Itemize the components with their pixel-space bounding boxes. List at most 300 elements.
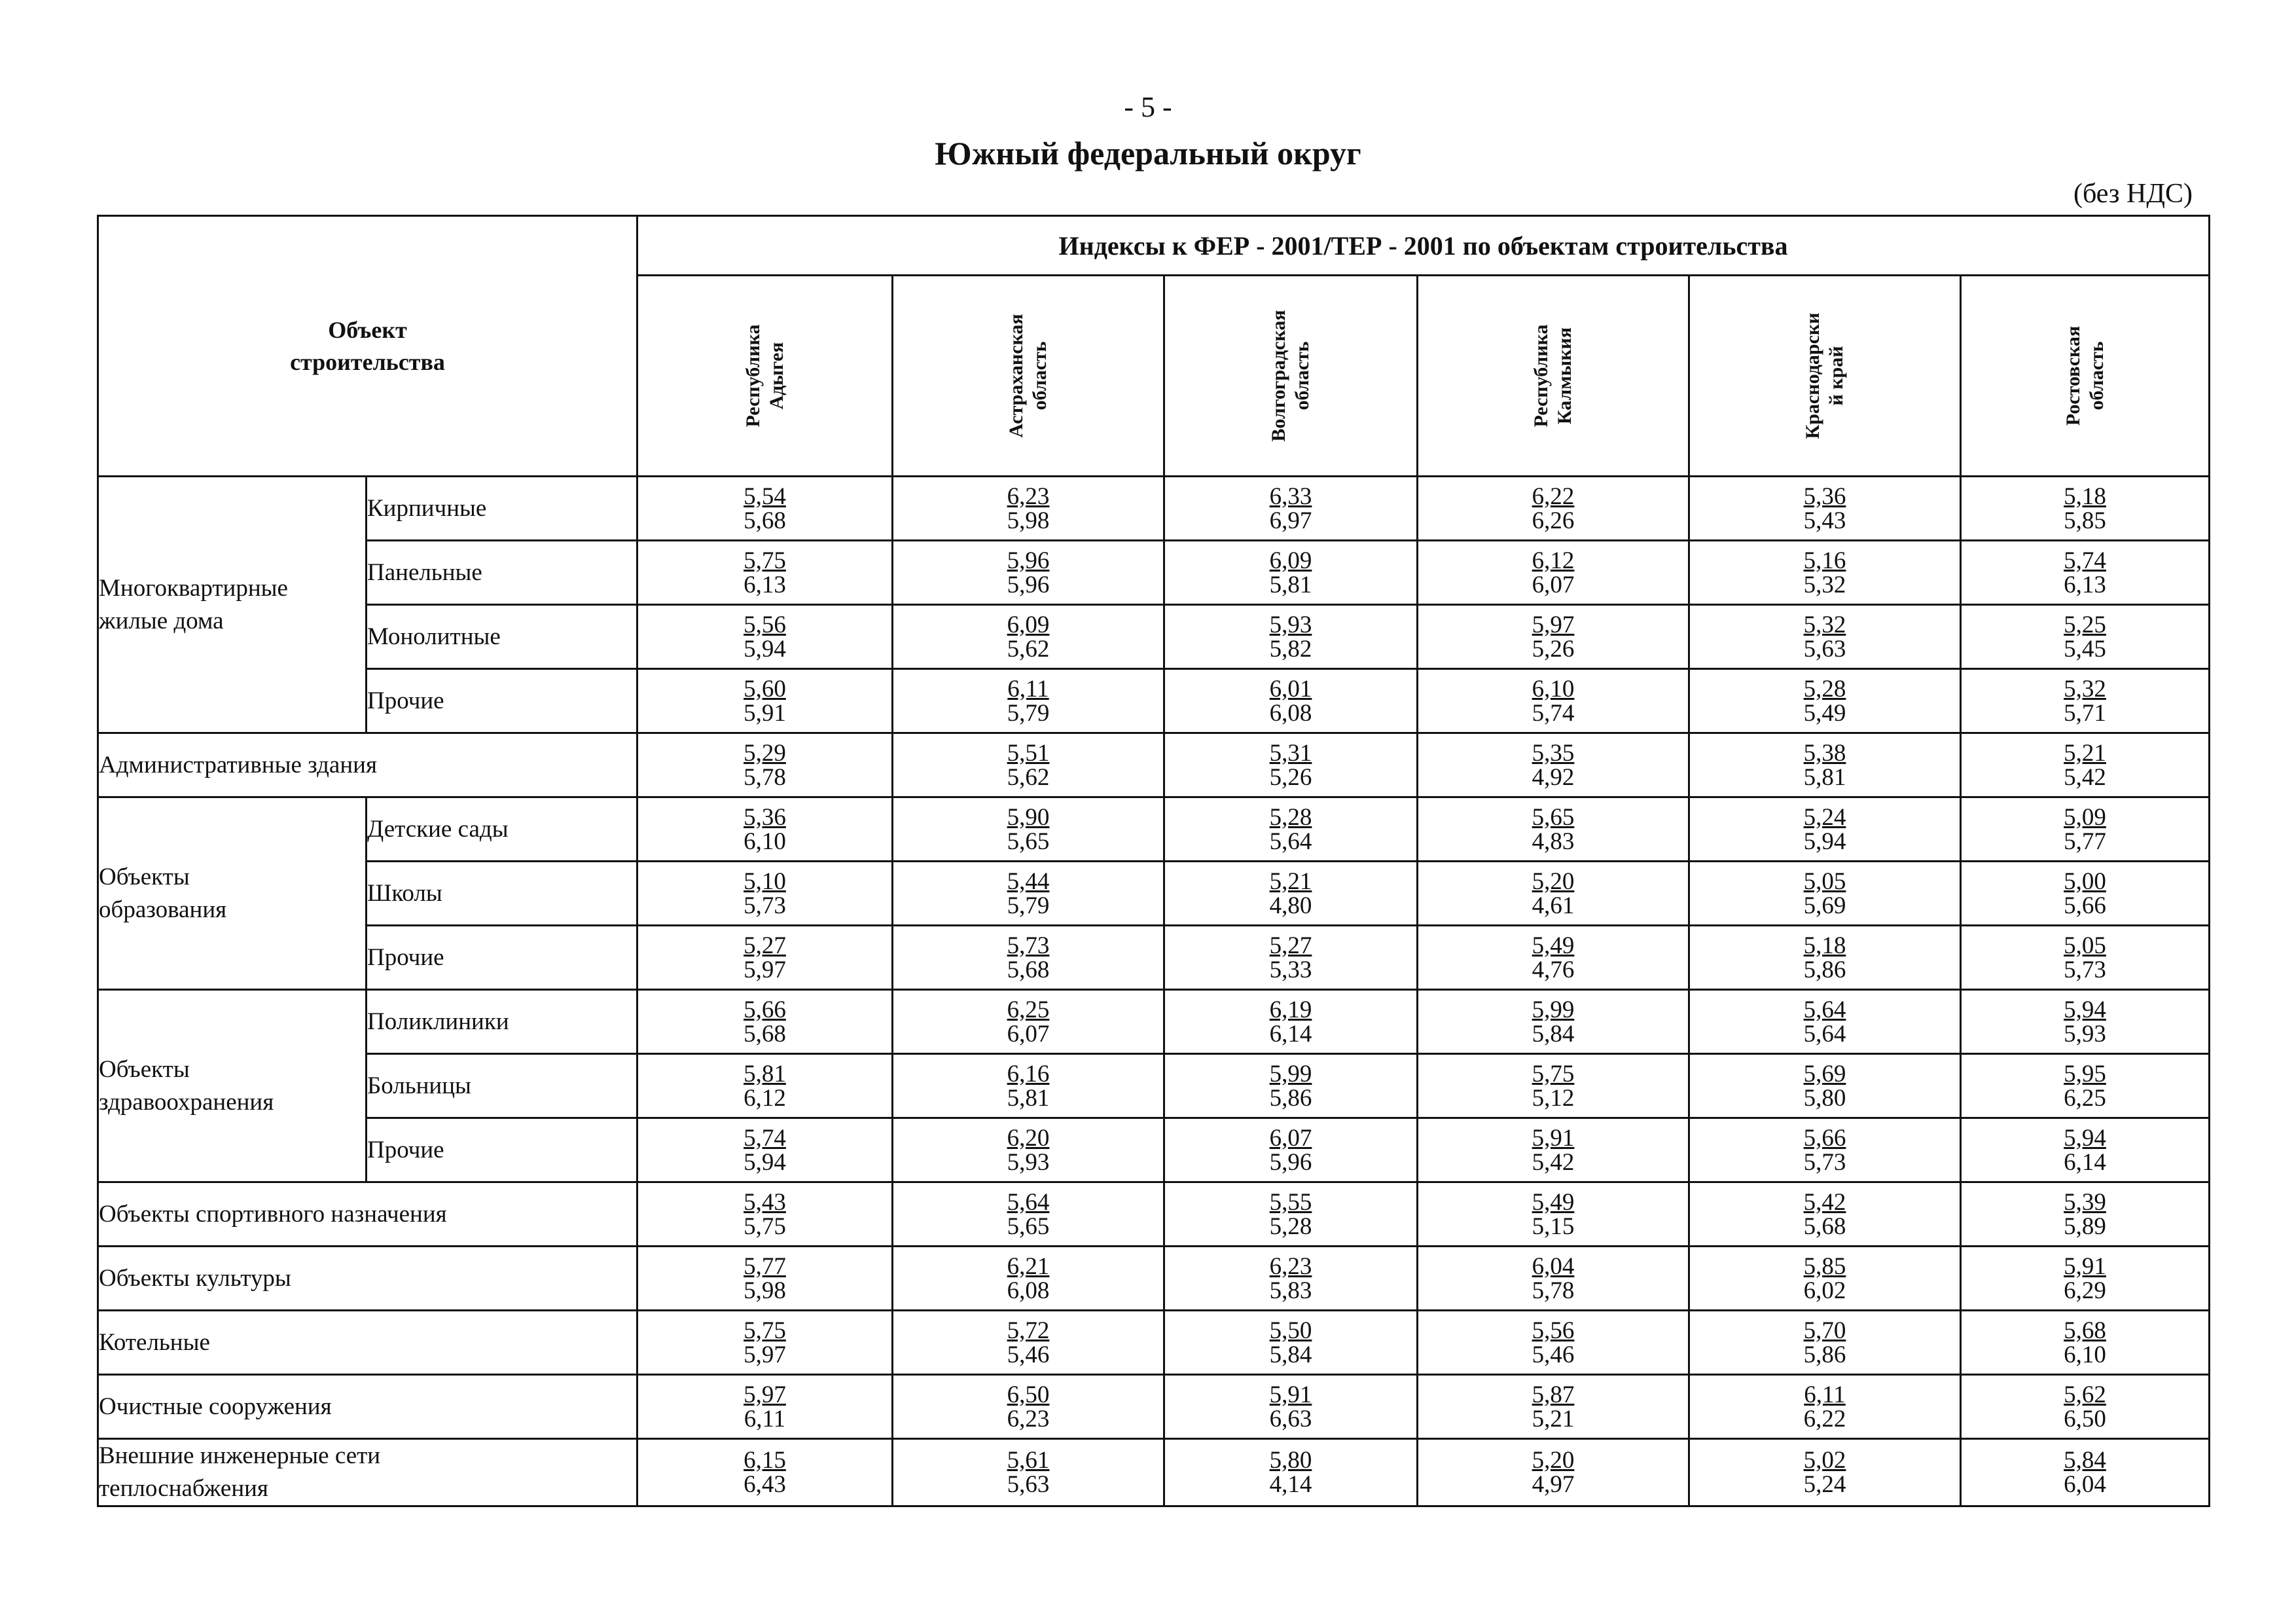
index-value-cell <box>1164 605 1418 669</box>
region-header-line: Адыгея <box>765 342 787 410</box>
index-value-bottom: 5,86 <box>1803 1341 1846 1368</box>
index-value-bottom: 4,61 <box>1532 892 1575 919</box>
category-label: жилые дома <box>99 607 224 634</box>
category-label: Многоквартирные <box>99 574 288 602</box>
category-label: образования <box>99 896 227 923</box>
table-row <box>98 1247 2210 1311</box>
category-cell <box>98 990 367 1182</box>
index-value-cell <box>893 1375 1164 1439</box>
index-value-top: 5,05 <box>1803 867 1846 895</box>
region-header-text <box>2062 326 2109 426</box>
index-value-bottom: 5,84 <box>1269 1341 1312 1368</box>
category-cell <box>98 1311 637 1375</box>
index-value-top: 5,62 <box>2064 1381 2106 1408</box>
index-value-cell <box>637 477 893 541</box>
index-value-bottom: 5,81 <box>1269 571 1312 598</box>
index-value-top: 6,20 <box>1007 1124 1050 1152</box>
region-header <box>637 276 893 477</box>
index-value-top: 5,93 <box>1269 611 1312 638</box>
page-title: Южный федеральный округ <box>935 135 1361 172</box>
index-value-bottom: 5,26 <box>1269 763 1312 791</box>
index-value-bottom: 5,15 <box>1532 1213 1575 1240</box>
index-value-top: 6,23 <box>1269 1252 1312 1280</box>
index-value-bottom: 5,97 <box>744 1341 786 1368</box>
index-value-cell <box>1418 605 1689 669</box>
table-row <box>98 1182 2210 1247</box>
index-value-top: 6,10 <box>1532 675 1575 702</box>
index-value-top: 5,31 <box>1269 739 1312 767</box>
page-number: - 5 - <box>1124 91 1172 123</box>
index-value-top: 5,20 <box>1532 867 1575 895</box>
category-label: Объекты <box>99 1055 190 1083</box>
index-value-bottom: 5,73 <box>744 892 786 919</box>
category-cell <box>98 1439 637 1506</box>
category-label: Внешние инженерные сети <box>99 1442 381 1469</box>
index-value-bottom: 6,14 <box>1269 1020 1312 1048</box>
index-value-bottom: 5,26 <box>1532 635 1575 663</box>
index-value-cell <box>1164 862 1418 926</box>
table-row <box>98 862 2210 926</box>
index-value-cell <box>893 605 1164 669</box>
index-value-cell <box>1689 1375 1961 1439</box>
index-value-bottom: 5,73 <box>2064 956 2106 983</box>
index-value-top: 5,80 <box>1269 1446 1312 1474</box>
index-value-bottom: 6,13 <box>744 571 786 598</box>
index-value-top: 5,32 <box>2064 675 2106 702</box>
index-value-top: 6,09 <box>1007 611 1050 638</box>
index-value-top: 5,36 <box>1803 483 1846 510</box>
index-value-bottom: 5,86 <box>1803 956 1846 983</box>
index-value-top: 5,50 <box>1269 1317 1312 1344</box>
index-value-top: 5,74 <box>2064 547 2106 574</box>
index-value-bottom: 5,84 <box>1532 1020 1575 1048</box>
index-value-cell <box>893 669 1164 733</box>
region-header-line: Астраханская <box>1005 314 1027 438</box>
index-value-cell <box>1961 1182 2210 1247</box>
index-value-cell <box>637 1439 893 1506</box>
index-value-bottom: 5,96 <box>1007 571 1050 598</box>
index-value-top: 5,36 <box>744 803 786 831</box>
index-value-bottom: 4,97 <box>1532 1470 1575 1498</box>
index-value-cell <box>1689 477 1961 541</box>
index-value-cell <box>1418 926 1689 990</box>
index-value-bottom: 5,93 <box>2064 1020 2106 1048</box>
index-value-cell <box>1164 541 1418 605</box>
index-value-top: 6,22 <box>1532 483 1575 510</box>
category-label: Объекты спортивного назначения <box>99 1200 447 1228</box>
index-value-bottom: 5,94 <box>744 635 786 663</box>
index-value-top: 5,65 <box>1532 803 1575 831</box>
index-value-cell <box>1418 1311 1689 1375</box>
index-value-top: 5,18 <box>2064 483 2106 510</box>
index-value-top: 5,00 <box>2064 867 2106 895</box>
index-value-cell <box>1418 990 1689 1054</box>
index-value-top: 5,28 <box>1803 675 1846 702</box>
index-value-top: 5,91 <box>1532 1124 1575 1152</box>
region-header-line: й край <box>1825 346 1847 406</box>
index-value-cell <box>1164 1439 1418 1506</box>
table-row <box>98 1311 2210 1375</box>
index-value-bottom: 5,78 <box>744 763 786 791</box>
index-value-top: 5,02 <box>1803 1446 1846 1474</box>
index-value-top: 6,11 <box>1804 1381 1846 1408</box>
index-value-cell <box>1689 1311 1961 1375</box>
index-value-cell <box>1418 477 1689 541</box>
index-value-bottom: 5,62 <box>1007 763 1050 791</box>
region-header <box>1961 276 2210 477</box>
index-value-bottom: 6,29 <box>2064 1277 2106 1304</box>
index-value-bottom: 5,68 <box>1803 1213 1846 1240</box>
index-value-top: 5,24 <box>1803 803 1846 831</box>
index-value-bottom: 6,43 <box>744 1470 786 1498</box>
category-label: Объекты культуры <box>99 1264 291 1292</box>
index-value-cell <box>1961 797 2210 862</box>
index-value-bottom: 5,96 <box>1269 1148 1312 1176</box>
index-value-bottom: 5,81 <box>1007 1084 1050 1112</box>
index-value-cell <box>1164 990 1418 1054</box>
subcategory-label: Кирпичные <box>367 477 637 541</box>
index-value-top: 5,28 <box>1269 803 1312 831</box>
index-value-cell <box>637 862 893 926</box>
index-value-cell <box>1164 926 1418 990</box>
index-value-top: 6,12 <box>1532 547 1575 574</box>
index-value-cell <box>893 1182 1164 1247</box>
index-value-top: 6,21 <box>1007 1252 1050 1280</box>
table-row <box>98 669 2210 733</box>
index-value-top: 6,01 <box>1269 675 1312 702</box>
index-value-bottom: 5,43 <box>1803 507 1846 534</box>
category-label: Объекты <box>99 863 190 890</box>
index-value-cell <box>1164 1247 1418 1311</box>
subcategory-label: Прочие <box>367 669 637 733</box>
index-value-bottom: 5,79 <box>1007 892 1050 919</box>
index-value-cell <box>1418 1054 1689 1118</box>
index-value-top: 6,19 <box>1269 996 1312 1023</box>
index-value-cell <box>1689 541 1961 605</box>
index-value-top: 5,90 <box>1007 803 1050 831</box>
index-value-top: 5,56 <box>1532 1317 1575 1344</box>
subcategory-label: Детские сады <box>367 797 637 862</box>
index-value-bottom: 6,97 <box>1269 507 1312 534</box>
index-value-top: 5,96 <box>1007 547 1050 574</box>
index-value-cell <box>1689 926 1961 990</box>
index-value-bottom: 5,83 <box>1269 1277 1312 1304</box>
index-value-top: 5,72 <box>1007 1317 1050 1344</box>
index-value-bottom: 6,63 <box>1269 1405 1312 1432</box>
index-value-top: 5,64 <box>1007 1188 1050 1216</box>
index-value-cell <box>1961 477 2210 541</box>
table-row <box>98 605 2210 669</box>
index-value-cell <box>1689 1247 1961 1311</box>
index-value-cell <box>1418 733 1689 797</box>
subcategory-label: Монолитные <box>367 605 637 669</box>
index-value-top: 5,29 <box>744 739 786 767</box>
index-value-top: 5,61 <box>1007 1446 1050 1474</box>
index-value-bottom: 5,94 <box>1803 828 1846 855</box>
index-value-cell <box>1961 926 2210 990</box>
region-header <box>1418 276 1689 477</box>
table-row <box>98 1439 2210 1506</box>
index-value-cell <box>1418 1247 1689 1311</box>
region-header-text <box>1801 313 1848 439</box>
index-value-cell <box>1164 669 1418 733</box>
index-value-top: 5,75 <box>744 547 786 574</box>
index-value-bottom: 5,98 <box>1007 507 1050 534</box>
index-value-cell <box>1689 797 1961 862</box>
category-label: Административные здания <box>99 751 377 778</box>
index-value-bottom: 4,80 <box>1269 892 1312 919</box>
index-value-cell <box>893 541 1164 605</box>
index-value-bottom: 5,42 <box>2064 763 2106 791</box>
index-value-cell <box>893 797 1164 862</box>
subcategory-label: Панельные <box>367 541 637 605</box>
index-value-top: 5,25 <box>2064 611 2106 638</box>
index-value-top: 5,27 <box>1269 932 1312 959</box>
index-value-bottom: 5,79 <box>1007 699 1050 727</box>
index-value-top: 5,68 <box>2064 1317 2106 1344</box>
index-value-cell <box>637 1311 893 1375</box>
index-value-top: 5,43 <box>744 1188 786 1216</box>
index-value-top: 6,25 <box>1007 996 1050 1023</box>
index-value-top: 6,15 <box>744 1446 786 1474</box>
index-value-bottom: 6,50 <box>2064 1405 2106 1432</box>
region-header-line: Волгоградская <box>1268 310 1289 442</box>
index-value-bottom: 5,85 <box>2064 507 2106 534</box>
index-value-top: 5,73 <box>1007 932 1050 959</box>
region-header-text <box>1267 310 1314 441</box>
index-value-bottom: 6,10 <box>744 828 786 855</box>
index-value-cell <box>1418 797 1689 862</box>
index-value-bottom: 5,28 <box>1269 1213 1312 1240</box>
table-row <box>98 1054 2210 1118</box>
category-cell <box>98 797 367 990</box>
index-value-cell <box>893 926 1164 990</box>
index-value-top: 6,11 <box>1007 675 1049 702</box>
category-label: теплоснабжения <box>99 1474 268 1502</box>
subcategory-label: Школы <box>367 862 637 926</box>
index-value-top: 5,85 <box>1803 1252 1846 1280</box>
index-value-top: 5,32 <box>1803 611 1846 638</box>
region-header-line: область <box>1029 341 1050 410</box>
index-value-bottom: 6,07 <box>1007 1020 1050 1048</box>
index-value-bottom: 5,73 <box>1803 1148 1846 1176</box>
table-row <box>98 797 2210 862</box>
index-value-top: 6,07 <box>1269 1124 1312 1152</box>
category-cell <box>98 1375 637 1439</box>
index-value-bottom: 6,26 <box>1532 507 1575 534</box>
index-value-bottom: 5,66 <box>2064 892 2106 919</box>
index-value-top: 5,05 <box>2064 932 2106 959</box>
index-value-top: 5,74 <box>744 1124 786 1152</box>
category-label: здравоохранения <box>99 1088 274 1116</box>
index-value-top: 5,77 <box>744 1252 786 1280</box>
index-value-bottom: 5,64 <box>1803 1020 1846 1048</box>
index-value-bottom: 6,04 <box>2064 1470 2106 1498</box>
index-value-bottom: 5,24 <box>1803 1470 1846 1498</box>
index-value-cell <box>1961 669 2210 733</box>
index-value-top: 5,39 <box>2064 1188 2106 1216</box>
region-header-line: Республика <box>1530 324 1552 428</box>
index-value-cell <box>893 1439 1164 1506</box>
index-value-bottom: 4,76 <box>1532 956 1575 983</box>
index-value-cell <box>1164 1054 1418 1118</box>
index-value-bottom: 4,92 <box>1532 763 1575 791</box>
index-value-bottom: 6,13 <box>2064 571 2106 598</box>
index-value-cell <box>637 669 893 733</box>
index-value-bottom: 5,62 <box>1007 635 1050 663</box>
region-header <box>893 276 1164 477</box>
index-value-cell <box>637 733 893 797</box>
index-value-cell <box>893 1311 1164 1375</box>
index-value-cell <box>1164 733 1418 797</box>
index-value-cell <box>637 541 893 605</box>
index-value-bottom: 5,81 <box>1803 763 1846 791</box>
index-value-cell <box>1418 1182 1689 1247</box>
header-indices-title: Индексы к ФЕР - 2001/ТЕР - 2001 по объектам строительства <box>637 216 2210 276</box>
index-value-top: 5,44 <box>1007 867 1050 895</box>
table-row <box>98 990 2210 1054</box>
header-row-main <box>98 216 2210 276</box>
index-value-cell <box>1164 1182 1418 1247</box>
table-row <box>98 541 2210 605</box>
index-value-bottom: 5,12 <box>1532 1084 1575 1112</box>
subcategory-label: Прочие <box>367 926 637 990</box>
index-value-cell <box>1689 1054 1961 1118</box>
index-value-bottom: 5,46 <box>1532 1341 1575 1368</box>
index-value-top: 5,64 <box>1803 996 1846 1023</box>
index-value-top: 5,99 <box>1269 1060 1312 1087</box>
index-value-bottom: 5,65 <box>1007 1213 1050 1240</box>
index-value-bottom: 4,83 <box>1532 828 1575 855</box>
index-value-top: 5,20 <box>1532 1446 1575 1474</box>
index-value-top: 5,55 <box>1269 1188 1312 1216</box>
index-value-cell <box>1961 1439 2210 1506</box>
index-value-top: 6,04 <box>1532 1252 1575 1280</box>
subcategory-label: Поликлиники <box>367 990 637 1054</box>
index-value-bottom: 5,68 <box>744 507 786 534</box>
table-row <box>98 477 2210 541</box>
index-value-bottom: 6,14 <box>2064 1148 2106 1176</box>
index-value-top: 5,66 <box>744 996 786 1023</box>
index-value-top: 5,60 <box>744 675 786 702</box>
category-cell <box>98 1247 637 1311</box>
index-value-top: 5,66 <box>1803 1124 1846 1152</box>
index-value-cell <box>637 1118 893 1182</box>
index-value-bottom: 5,78 <box>1532 1277 1575 1304</box>
index-value-cell <box>637 1375 893 1439</box>
index-value-bottom: 5,65 <box>1007 828 1050 855</box>
index-value-cell <box>1689 862 1961 926</box>
index-value-top: 5,16 <box>1803 547 1846 574</box>
index-value-cell <box>1689 605 1961 669</box>
index-value-top: 5,70 <box>1803 1317 1846 1344</box>
table-row <box>98 1375 2210 1439</box>
index-value-bottom: 5,21 <box>1532 1405 1575 1432</box>
index-value-cell <box>1164 797 1418 862</box>
index-value-bottom: 5,93 <box>1007 1148 1050 1176</box>
index-value-cell <box>1961 1375 2210 1439</box>
index-value-cell <box>893 733 1164 797</box>
index-value-cell <box>1418 1375 1689 1439</box>
index-value-cell <box>637 926 893 990</box>
index-value-cell <box>1961 1311 2210 1375</box>
index-value-bottom: 6,12 <box>744 1084 786 1112</box>
region-header-line: Ростовская <box>2062 325 2084 426</box>
index-value-top: 5,21 <box>2064 739 2106 767</box>
index-value-cell <box>893 477 1164 541</box>
index-value-bottom: 5,68 <box>1007 956 1050 983</box>
category-cell <box>98 733 637 797</box>
header-object-line: строительства <box>290 348 445 375</box>
index-value-cell <box>1689 669 1961 733</box>
index-value-cell <box>1689 733 1961 797</box>
index-value-top: 5,75 <box>744 1317 786 1344</box>
category-label: Очистные сооружения <box>99 1393 332 1420</box>
index-value-bottom: 5,75 <box>744 1213 786 1240</box>
index-value-bottom: 6,25 <box>2064 1084 2106 1112</box>
index-value-bottom: 5,86 <box>1269 1084 1312 1112</box>
index-value-bottom: 5,49 <box>1803 699 1846 727</box>
index-value-bottom: 5,33 <box>1269 956 1312 983</box>
index-value-top: 5,38 <box>1803 739 1846 767</box>
index-value-top: 5,51 <box>1007 739 1050 767</box>
index-value-top: 6,09 <box>1269 547 1312 574</box>
category-label: Котельные <box>99 1328 210 1356</box>
index-value-cell <box>1689 1118 1961 1182</box>
index-value-bottom: 5,45 <box>2064 635 2106 663</box>
category-cell <box>98 1182 637 1247</box>
header-object-line: Объект <box>328 316 407 343</box>
index-value-cell <box>637 797 893 862</box>
index-value-bottom: 5,46 <box>1007 1341 1050 1368</box>
region-header <box>1164 276 1418 477</box>
index-value-bottom: 6,08 <box>1269 699 1312 727</box>
index-value-top: 5,69 <box>1803 1060 1846 1087</box>
index-value-top: 6,50 <box>1007 1381 1050 1408</box>
index-value-cell <box>1164 1375 1418 1439</box>
index-value-top: 5,49 <box>1532 932 1575 959</box>
index-value-top: 6,23 <box>1007 483 1050 510</box>
index-value-bottom: 5,64 <box>1269 828 1312 855</box>
index-value-bottom: 5,68 <box>744 1020 786 1048</box>
index-value-top: 5,95 <box>2064 1060 2106 1087</box>
index-value-cell <box>637 990 893 1054</box>
table-row <box>98 926 2210 990</box>
index-value-top: 5,18 <box>1803 932 1846 959</box>
index-value-top: 6,33 <box>1269 483 1312 510</box>
index-value-cell <box>1961 1118 2210 1182</box>
index-value-bottom: 5,42 <box>1532 1148 1575 1176</box>
table-row <box>98 1118 2210 1182</box>
index-value-top: 5,87 <box>1532 1381 1575 1408</box>
index-value-top: 5,27 <box>744 932 786 959</box>
header-object-cell <box>98 216 637 477</box>
index-value-cell <box>1961 1247 2210 1311</box>
index-value-top: 5,91 <box>1269 1381 1312 1408</box>
index-value-cell <box>1418 1439 1689 1506</box>
index-value-top: 5,99 <box>1532 996 1575 1023</box>
index-value-cell <box>893 1054 1164 1118</box>
index-value-bottom: 5,32 <box>1803 571 1846 598</box>
index-value-cell <box>1961 541 2210 605</box>
region-header-text <box>1005 314 1052 437</box>
index-value-cell <box>637 605 893 669</box>
index-value-cell <box>637 1054 893 1118</box>
index-value-cell <box>1961 862 2210 926</box>
index-value-bottom: 6,22 <box>1803 1405 1846 1432</box>
vat-note: (без НДС) <box>2073 179 2193 209</box>
index-value-cell <box>1961 990 2210 1054</box>
